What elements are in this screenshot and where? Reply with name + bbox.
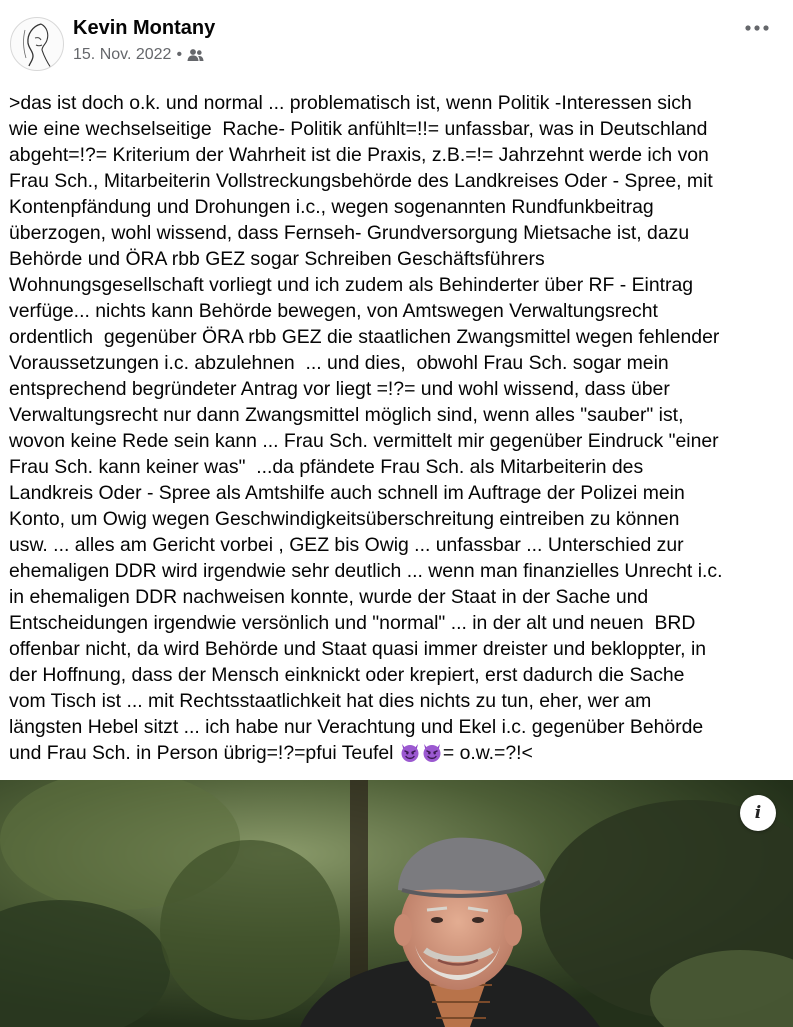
- text-line: Konto, um Owig wegen Geschwindigkeitsüberschreitung eintreiben zu können: [9, 508, 680, 530]
- text-line: der Hoffnung, dass der Mensch einknickt oder krepiert, erst dadurch die Sache: [9, 664, 685, 686]
- text-line: Wohnungsgesellschaft vorliegt und ich zudem als Behinderter über RF - Eintrag: [9, 274, 694, 296]
- smiling-devil-emoji-icon: [421, 741, 443, 763]
- text-line-last: [9, 740, 793, 766]
- post-date[interactable]: 15. Nov. 2022: [73, 46, 172, 63]
- text-line: Voraussetzungen i.c. abzulehnen ... und dies, obwohl Frau Sch. sogar mein: [9, 352, 669, 374]
- text-line: vom Tisch ist ... mit Rechtsstaatlichkeit hat dies nichts zu tun, eher, wer am: [9, 690, 652, 712]
- author-name[interactable]: Kevin Montany: [73, 17, 216, 39]
- text-line: usw. ... alles am Gericht vorbei , GEZ bis Owig ... unfassbar ... Unterschied zur: [9, 534, 684, 556]
- post-meta: [73, 46, 204, 64]
- text-line: Frau Sch., Mitarbeiterin Vollstreckungsbehörde des Landkreises Oder - Spree, mit: [9, 170, 713, 192]
- meta-separator: •: [176, 46, 183, 63]
- more-options-button[interactable]: [740, 14, 774, 42]
- text-line: wovon keine Rede sein kann ... Frau Sch. vermittelt mir gegenüber Eindruck "einer: [9, 430, 719, 452]
- text-line: entsprechend begründeter Antrag vor liegt =!?= und wohl wissend, dass über: [9, 378, 670, 400]
- friends-icon: [187, 48, 204, 62]
- text-line: verfüge... nichts kann Behörde bewegen, von Amtswegen Verwaltungsrecht: [9, 300, 658, 322]
- text-line: Behörde und ÖRA rbb GEZ sogar Schreiben Geschäftsführers: [9, 248, 545, 270]
- photo-info-button[interactable]: i: [740, 795, 776, 831]
- photo-man-with-cap: [0, 780, 793, 1027]
- text-line: überzogen, wohl wissend, dass Fernseh- Grundversorgung Mietsache ist, dazu: [9, 222, 690, 244]
- author-avatar[interactable]: [10, 17, 64, 71]
- more-options-icon: [745, 25, 769, 31]
- post-photo[interactable]: [0, 780, 793, 1027]
- text-line: Kontenpfändung und Drohungen i.c., wegen sogenannten Rundfunkbeitrag: [9, 196, 654, 218]
- text-line-last-start: und Frau Sch. in Person übrig=!?=pfui Teufel: [9, 742, 399, 764]
- smiling-devil-emoji-icon: [399, 741, 421, 763]
- text-line: ordentlich gegenüber ÖRA rbb GEZ die staatlichen Zwangsmittel wegen fehlender: [9, 326, 720, 348]
- post-text: [9, 90, 793, 766]
- text-line: Entscheidungen irgendwie versönlich und "normal" ... in der alt und neuen BRD: [9, 612, 696, 634]
- text-line: abgeht=!?= Kriterium der Wahrheit ist die Praxis, z.B.=!= Jahrzehnt werde ich von: [9, 144, 709, 166]
- text-line: längsten Hebel sitzt ... ich habe nur Verachtung und Ekel i.c. gegenüber Behörde: [9, 716, 704, 738]
- post-header: [0, 0, 793, 82]
- text-line: ehemaligen DDR wird irgendwie sehr deutlich ... wenn man finanzielles Unrecht i.c.: [9, 560, 723, 582]
- text-line: Frau Sch. kann keiner was" ...da pfändete Frau Sch. als Mitarbeiterin des: [9, 456, 644, 478]
- avatar-sketch-icon: [11, 18, 63, 70]
- text-line: >das ist doch o.k. und normal ... problematisch ist, wenn Politik -Interessen sich: [9, 92, 692, 114]
- text-line: in ehemaligen DDR nachweisen konnte, wurde der Staat in der Sache und: [9, 586, 649, 608]
- text-line: offenbar nicht, da wird Behörde und Staat quasi immer dreister und bekloppter, in: [9, 638, 707, 660]
- text-line: wie eine wechselseitige Rache- Politik anfühlt=!!= unfassbar, was in Deutschland: [9, 118, 708, 140]
- text-line: Landkreis Oder - Spree als Amtshilfe auch schnell im Auftrage der Polizei mein: [9, 482, 685, 504]
- text-line-last-end: = o.w.=?!<: [442, 742, 533, 764]
- text-line: Verwaltungsrecht nur dann Zwangsmittel möglich sind, wenn alles "sauber" ist,: [9, 404, 684, 426]
